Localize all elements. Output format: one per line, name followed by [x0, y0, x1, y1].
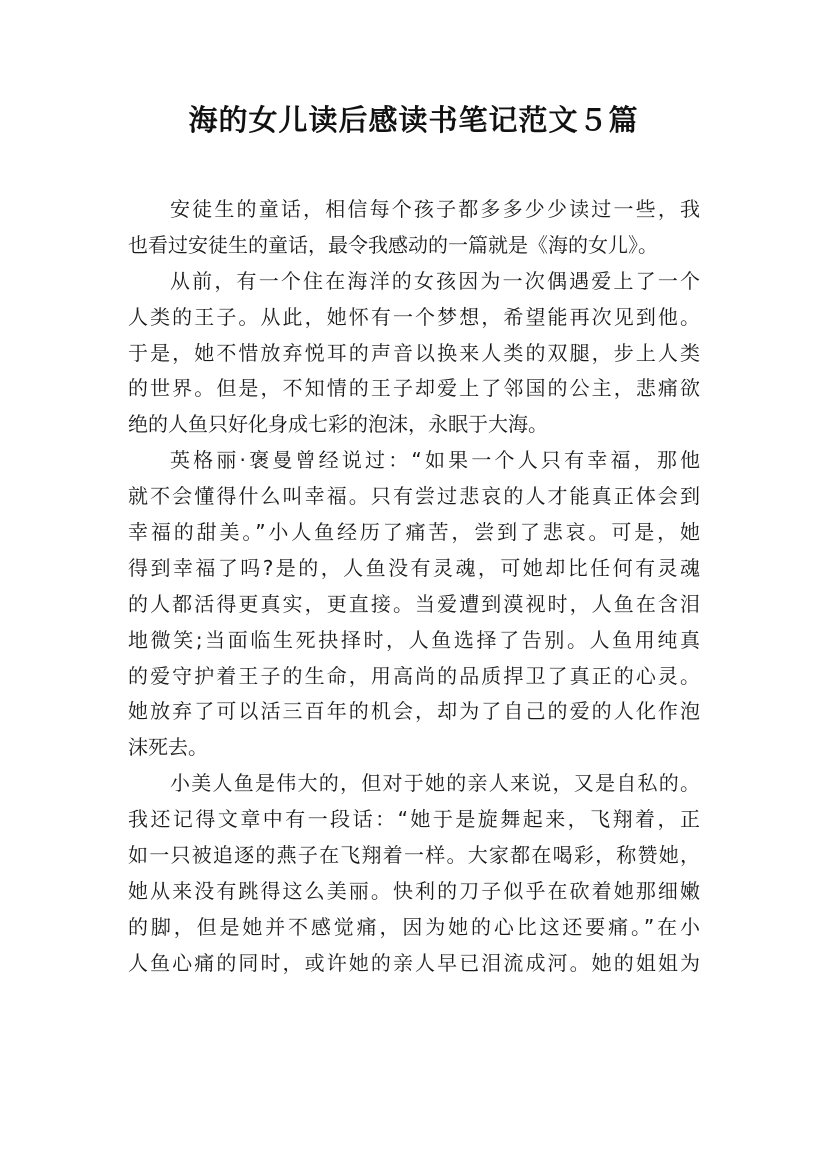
paragraph-4-line-5: 的脚，但是她并不感觉痛，因为她的心比这还要痛。”在小 [128, 914, 700, 939]
paragraph-2-line-3: 于是，她不惜放弃悦耳的声音以换来人类的双腿，步上人类 [128, 340, 700, 365]
paragraph-3-line-4: 得到幸福了吗?是的，人鱼没有灵魂，可她却比任何有灵魂 [128, 555, 700, 580]
paragraph-2-line-4: 的世界。但是，不知情的王子却爱上了邻国的公主，悲痛欲 [128, 376, 700, 401]
paragraph-4-line-3: 如一只被追逐的燕子在飞翔着一样。大家都在喝彩，称赞她， [128, 843, 700, 868]
document-title: 海的女儿读后感读书笔记范文５篇 [188, 103, 639, 137]
paragraph-2-line-5: 绝的人鱼只好化身成七彩的泡沫，永眠于大海。 [128, 412, 548, 437]
paragraph-1-line-1: 安徒生的童话，相信每个孩子都多多少少读过一些，我 [170, 197, 700, 221]
paragraph-1-line-2: 也看过安徒生的童话，最令我感动的一篇就是《海的女儿》。 [128, 232, 658, 257]
document-body [128, 192, 700, 982]
paragraph-3-line-2: 就不会懂得什么叫幸福。只有尝过悲哀的人才能真正体会到 [128, 484, 700, 509]
paragraph-3-line-7: 的爱守护着王子的生命，用高尚的品质捍卫了真正的心灵。 [128, 663, 700, 688]
paragraph-4-line-2: 我还记得文章中有一段话：“她于是旋舞起来，飞翔着，正 [128, 807, 700, 832]
paragraph-3-line-3: 幸福的甜美。”小人鱼经历了痛苦，尝到了悲哀。可是，她 [128, 520, 700, 545]
paragraph-3-line-1: 英格丽·褒曼曾经说过：“如果一个人只有幸福，那他 [170, 448, 700, 473]
paragraph-4-line-1: 小美人鱼是伟大的，但对于她的亲人来说，又是自私的。 [170, 771, 700, 796]
paragraph-4-line-4: 她从来没有跳得这么美丽。快利的刀子似乎在砍着她那细嫩 [128, 878, 700, 903]
paragraph-2-line-1: 从前，有一个住在海洋的女孩因为一次偶遇爱上了一个 [170, 268, 700, 293]
paragraph-3-line-5: 的人都活得更真实，更直接。当爱遭到漠视时，人鱼在含泪 [128, 591, 700, 616]
paragraph-3-line-9: 沫死去。 [128, 735, 208, 760]
paragraph-3-line-6: 地微笑;当面临生死抉择时，人鱼选择了告别。人鱼用纯真 [128, 627, 700, 652]
paragraph-2-line-2: 人类的王子。从此，她怀有一个梦想，希望能再次见到他。 [128, 304, 700, 329]
paragraph-3-line-8: 她放弃了可以活三百年的机会，却为了自己的爱的人化作泡 [128, 699, 700, 724]
paragraph-4-line-6: 人鱼心痛的同时，或许她的亲人早已泪流成河。她的姐姐为 [128, 950, 700, 975]
